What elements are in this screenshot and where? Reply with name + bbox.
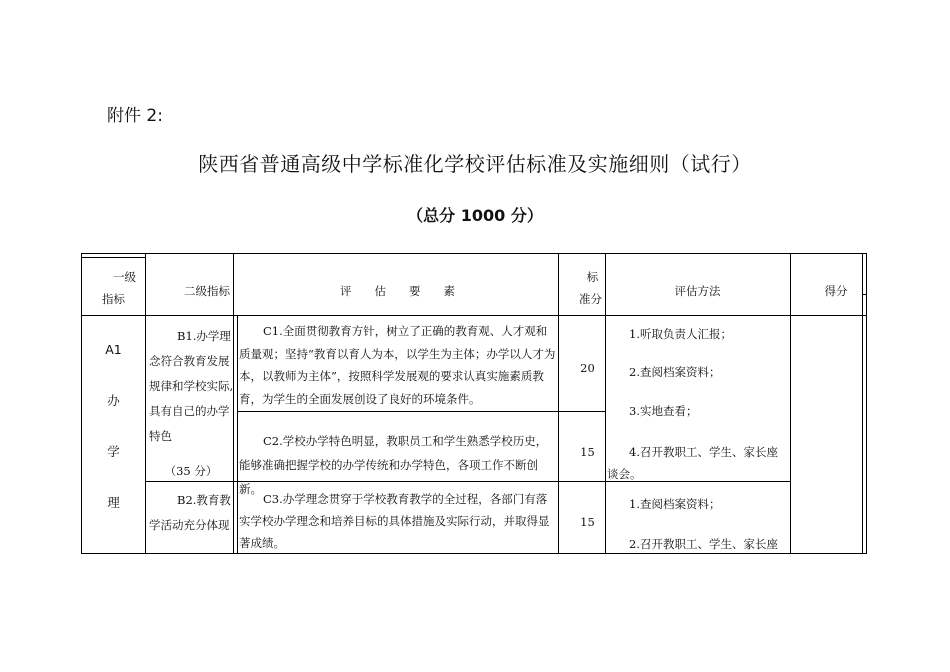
c2-element: C2.学校办学特色明显，教职员工和学生熟悉学校历史，能够准确把握学校的办学传统和办学特色，各项工作不断创新。 [239,434,548,496]
header-standard-score [558,266,605,310]
document-title: 陕西省普通高级中学标准化学校评估标准及实施细则（试行） [198,152,752,176]
header-level1-line2: 指标 [102,292,125,306]
header-elements: 评 估 要 素 [340,284,455,298]
c3-score: 15 [580,515,595,529]
a1-char: 学 [107,444,120,459]
attachment-label: 附件 2: [107,106,163,126]
a1-code: A1 [105,342,122,357]
c2-score: 15 [580,445,595,459]
b1-indicator: B1.办学理念符合教育发展规律和学校实际,具有自己的办学特色 [149,329,234,443]
method-item: 1.听取负责人汇报； [629,327,732,341]
header-level2: 二级指标 [184,284,230,298]
method-item: 2.查阅档案资料； [629,365,721,379]
header-score-line2: 准分 [579,292,602,306]
col-divider [862,254,863,553]
b2-indicator: B2.教育教学活动充分体现 [149,493,231,532]
total-score-subtitle: （总分 1000 分） [407,206,543,225]
a1-char: 理 [107,495,120,510]
evaluation-table [81,253,867,554]
method-item: 2.召开教职工、学生、家长座 [629,537,778,551]
row-divider [82,257,145,258]
header-method: 评估方法 [674,284,721,298]
row-divider [82,315,866,316]
method-item: 1.查阅档案资料； [629,497,721,511]
c3-element: C3.办学理念贯穿于学校教育教学的全过程，各部门有落实学校办学理念和培养目标的具体措施及实际行动，并取得显著成绩。 [239,492,550,550]
header-level1 [82,266,145,310]
row-divider [862,294,866,295]
header-level1-line1: 一级 [113,270,136,284]
b1-points: （35 分） [164,464,218,478]
header-score-line1: 标 [586,270,599,284]
c1-element: C1.全面贯彻教育方针，树立了正确的教育观、人才观和质量观；坚持“教育以育人为本，以学生为主体；办学以人才为本，以教师为主体”，按照科学发展观的要求认真实施素质教育，为学生的全面发展创设了良好的环境条件。 [239,324,556,406]
a1-char: 办 [107,393,120,408]
method-item: 3.实地查看； [629,404,698,418]
row-divider [237,411,605,412]
method-item: 4.召开教职工、学生、家长座谈会。 [607,445,778,481]
c1-score: 20 [580,361,595,375]
header-got-score: 得分 [824,284,848,298]
